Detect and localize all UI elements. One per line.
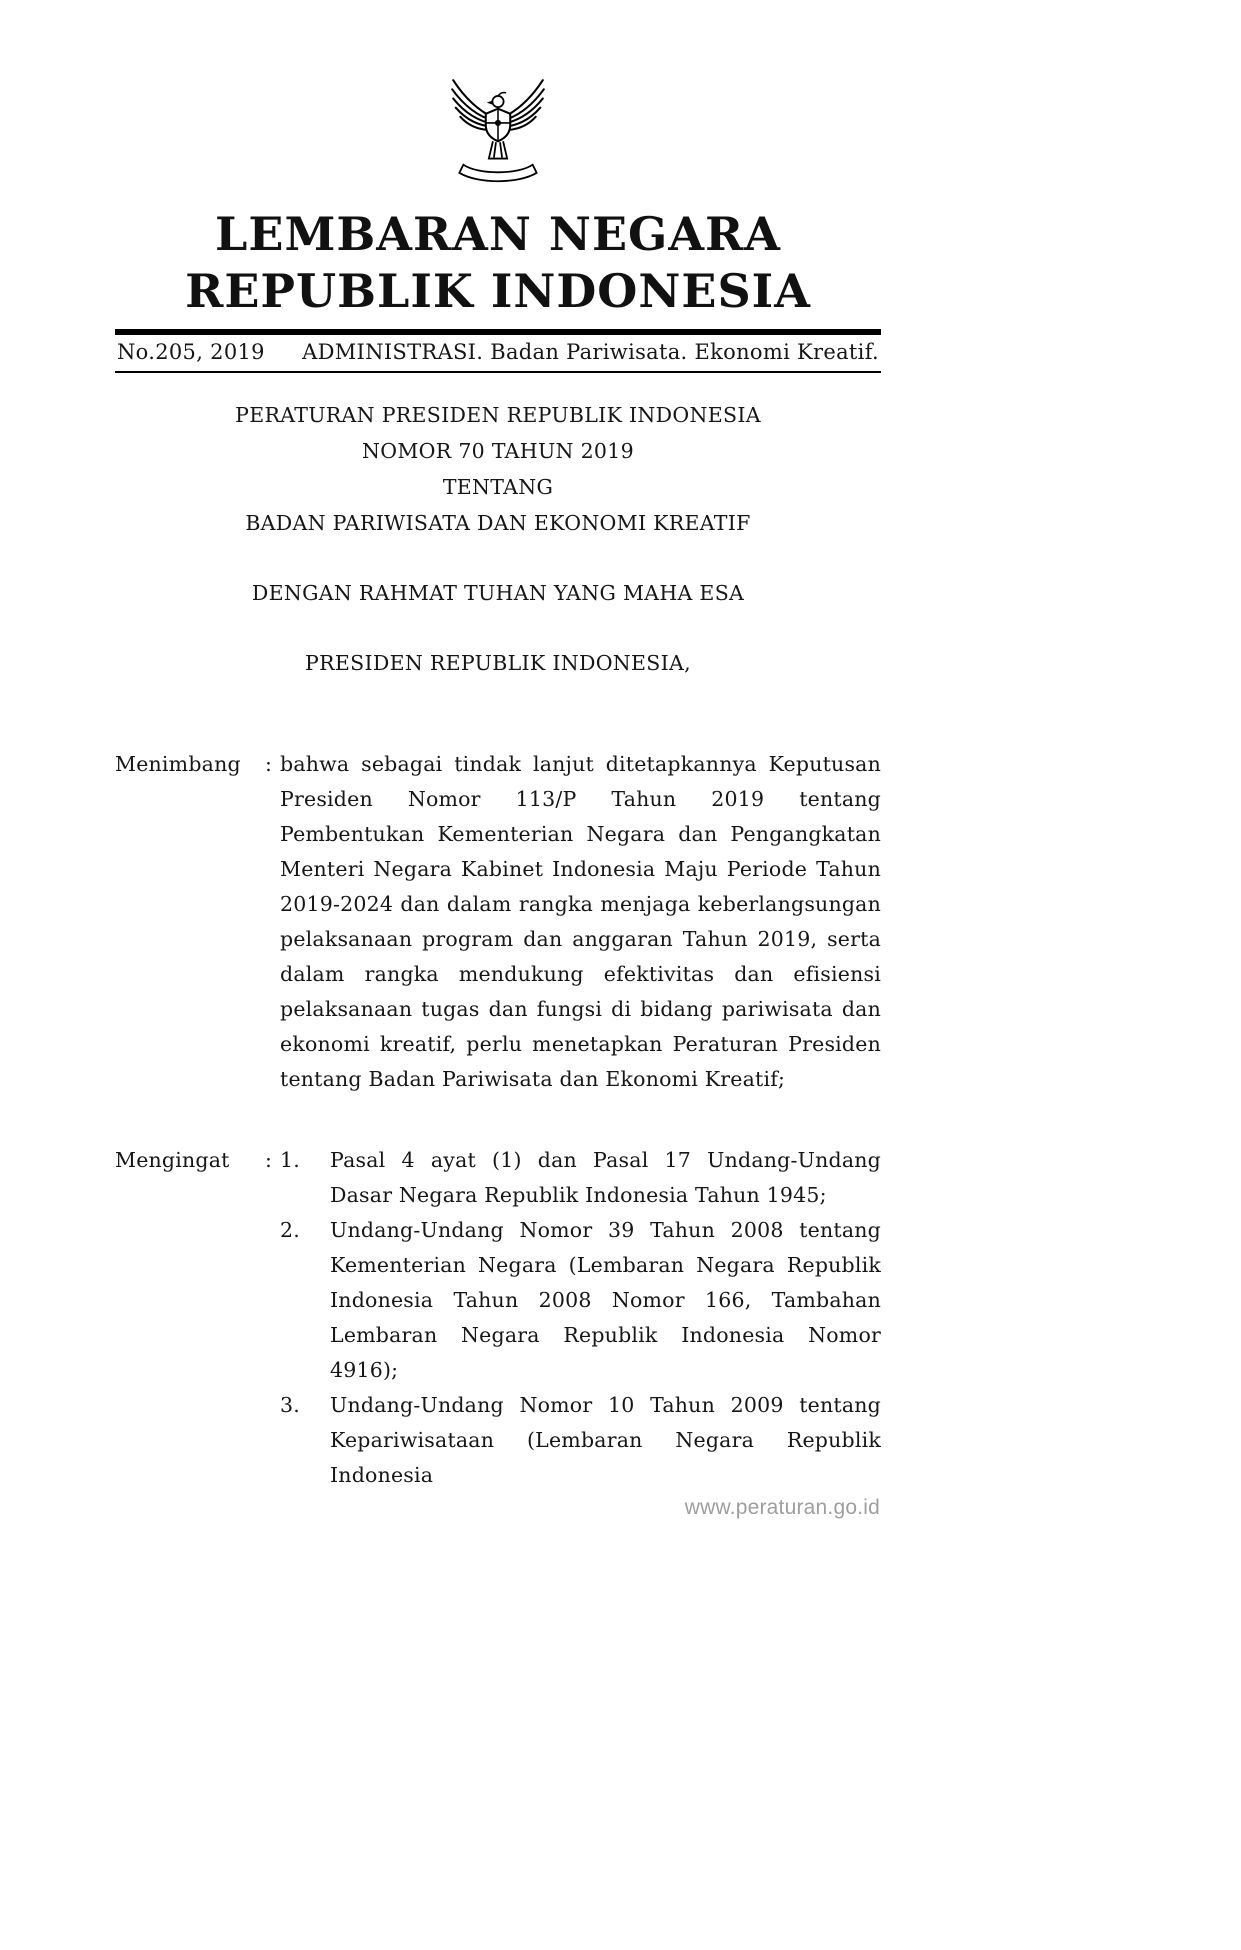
legal-basis-item-text: Pasal 4 ayat (1) dan Pasal 17 Undang-Undang Dasar Negara Republik Indonesia Tahun 1945;: [330, 1148, 881, 1207]
regulation-subject-line: BADAN PARIWISATA DAN EKONOMI KREATIF: [245, 511, 751, 535]
authority-line: PRESIDEN REPUBLIK INDONESIA,: [305, 651, 691, 675]
legal-basis-item-number: 2.: [280, 1218, 300, 1242]
legal-basis-item: [280, 1388, 881, 1493]
garuda-pancasila-emblem-icon: [442, 60, 554, 194]
regulation-title-block: [115, 397, 881, 541]
mengingat-section: [115, 1143, 881, 1493]
legal-basis-item: [280, 1143, 881, 1213]
legal-basis-item-text: Undang-Undang Nomor 39 Tahun 2008 tentang Kementerian Negara (Lembaran Negara Republik Indonesia Tahun 2008 Nomor 166, Tambahan Lembaran Negara Republik Indonesia Nomor 4916);: [330, 1218, 881, 1382]
gazette-subject: ADMINISTRASI. Badan Pariwisata. Ekonomi Kreatif.: [302, 340, 879, 364]
legal-basis-item-number: 1.: [280, 1148, 300, 1172]
mengingat-label: Mengingat: [115, 1148, 230, 1172]
gazette-title-line2: REPUBLIK INDONESIA: [185, 264, 811, 318]
invocation-line: DENGAN RAHMAT TUHAN YANG MAHA ESA: [251, 581, 745, 605]
gazette-number: No.205, 2019: [117, 340, 265, 364]
menimbang-separator: :: [265, 752, 273, 776]
gazette-title: [115, 206, 881, 320]
legal-basis-item-number: 3.: [280, 1393, 300, 1417]
menimbang-text: bahwa sebagai tindak lanjut ditetapkannya Keputusan Presiden Nomor 113/P Tahun 2019 tentang Pembentukan Kementerian Negara dan Pengangkatan Menteri Negara Kabinet Indonesia Maju Periode Tahun 2019-2024 dan dalam rangka menjaga keberlangsungan pelaksanaan program dan anggaran Tahun 2019, serta dalam rangka mendukung efektivitas dan efisiensi pelaksanaan tugas dan fungsi di bidang pariwisata dan ekonomi kreatif, perlu menetapkan Peraturan Presiden tentang Badan Pariwisata dan Ekonomi Kreatif;: [280, 752, 881, 1091]
mengingat-separator: :: [265, 1148, 273, 1172]
header-meta-row: [115, 329, 881, 373]
regulation-title-line: PERATURAN PRESIDEN REPUBLIK INDONESIA: [235, 403, 761, 427]
page-content: [115, 0, 881, 1493]
document-header: [115, 60, 881, 373]
regulation-number-line: NOMOR 70 TAHUN 2019: [362, 439, 634, 463]
legal-basis-item: [280, 1213, 881, 1388]
menimbang-label: Menimbang: [115, 752, 241, 776]
mengingat-list: [280, 1143, 881, 1493]
regulation-tentang-line: TENTANG: [442, 475, 554, 499]
legal-basis-item-text: Undang-Undang Nomor 10 Tahun 2009 tentang Kepariwisataan (Lembaran Negara Republik Indonesia: [330, 1393, 881, 1487]
watermark-url: www.peraturan.go.id: [684, 1496, 880, 1519]
menimbang-section: [115, 747, 881, 1097]
gazette-title-line1: LEMBARAN NEGARA: [215, 207, 781, 261]
